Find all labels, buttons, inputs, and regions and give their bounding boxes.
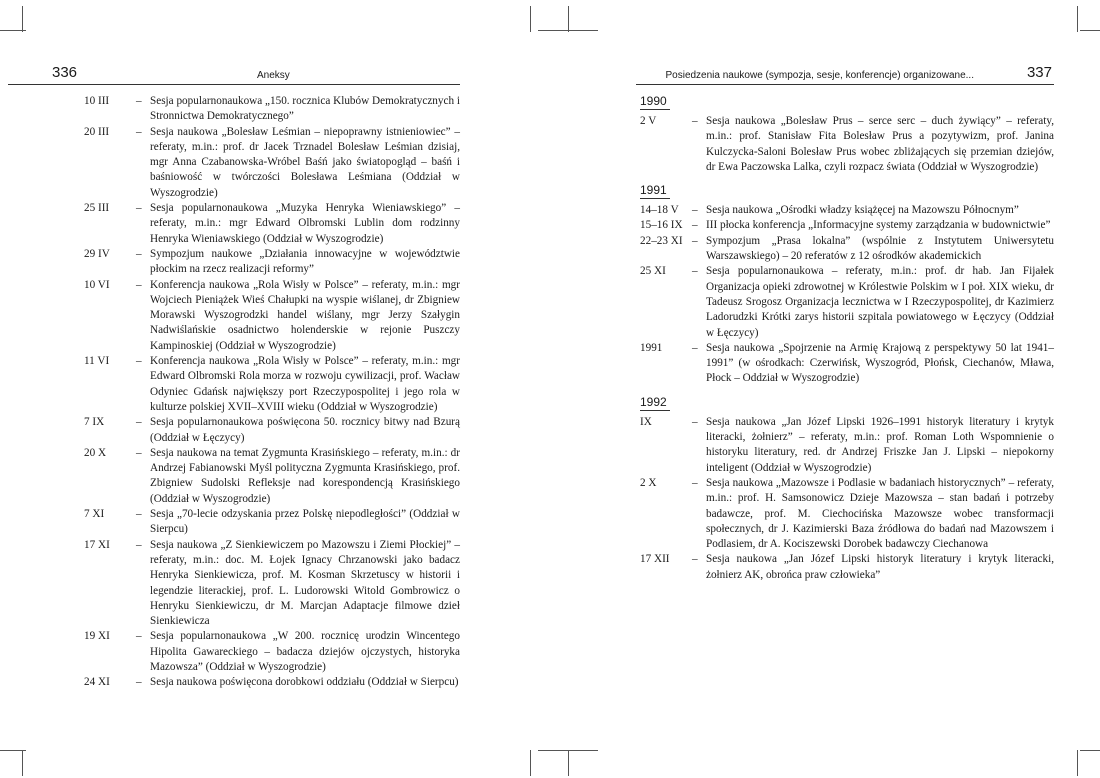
entry-date: 7 IX [84,416,105,429]
entry-dash: – [692,341,698,354]
entry-date: 10 VI [84,278,110,291]
entry-description: Sesja naukowa „Bolesław Prus – serce serc – duch żywiący” – referaty, m.in.: prof. Stanisław Fita Bolesław Prus a pozytywizm, prof. Janina Kulczycka-Saloni Bolesław Prus wobec zbliżających się przemian dziejów, dr Ewa Paczowska Lalka, czyli rozpacz świata (Oddział w Wyszogrodzie) [706,115,1054,173]
year-section [640,94,1054,175]
crop-mark [1077,6,1078,32]
entry-description: Sesja naukowa poświęcona dorobkowi oddziału (Oddział w Sierpcu) [150,676,459,689]
entry-dash: – [136,676,142,689]
entry-description: Sesja popularnonaukowa poświęcona 50. rocznicy bitwy nad Bzurą (Oddział w Łęczycy) [150,416,460,444]
running-head [636,60,1054,85]
entry-dash: – [136,630,142,643]
year-heading: 1992 [640,395,670,411]
entry-description: Konferencja naukowa „Rola Wisły w Polsce” – referaty, m.in.: mgr Wojciech Pieniążek Wieś Chałupki na wyspie wiślanej, dr Zbigniew Morawski Wyszogrodzki handel wiślany, mgr Jerzy Szałygin Nadwiślańskie osadnictwo holenderskie w rejonie Puszczy Kampinoskiej (Oddział w Wyszogrodzie) [150,278,460,352]
year-heading: 1990 [640,94,670,110]
entry-description: Sympozjum naukowe „Działania innowacyjne w województwie płockim na rzecz realizacji reformy” [150,247,460,276]
entry-date: 7 XI [84,508,105,521]
entry-date: 17 XII [640,553,670,566]
crop-mark [568,6,569,32]
entry-date: 25 XI [640,265,666,278]
entry-description: Konferencja naukowa „Rola Wisły w Polsce” – referaty, m.in.: mgr Edward Olbromski Rola morza w rozwoju cywilizacji, prof. Wacław Odyniec Gdańsk największy port Rzeczypospolitej i jego rola w kulturze polskiej XVII–XVIII wieku (Oddział w Wyszogrodzie) [150,355,460,413]
entry-description: Sesja naukowa „Bolesław Leśmian – niepoprawny istnieniowiec” – referaty, m.in.: prof. dr Jacek Trznadel Bolesław Leśmian dzisiaj, mgr Anna Czabanowska-Wróbel Baśń jako światopogląd – baśń i baśniowość w twórczości Bolesława Leśmiana (Oddział w Wyszogrodzie) [150,125,460,199]
entry-dash: – [136,355,142,368]
list-item [84,125,460,201]
crop-mark [1080,30,1100,31]
crop-mark [22,750,23,776]
entry-description: Sesja naukowa na temat Zygmunta Krasińskiego – referaty, m.in.: dr Andrzej Fabianowski Myśl polityczna Zygmunta Krasińskiego, prof. Zbigniew Sudolski Refleksje nad korespondencją Krasińskiego (Oddział w Wyszogrodzie) [150,446,460,505]
year-heading: 1991 [640,183,670,199]
entry-dash: – [692,204,698,217]
list-item [640,552,1054,583]
entry-description: Sesja naukowa „Spojrzenie na Armię Krajową z perspektywy 50 lat 1941–1991” (w ośrodkach: Czerwińsk, Wyszogród, Płońsk, Ciechanów, Mława, Płock – Oddział w Wyszogrodzie) [706,341,1054,385]
list-item [84,538,460,630]
crop-mark [530,6,531,32]
list-item [640,264,1054,340]
list-item [84,629,460,675]
crop-mark [538,30,598,31]
left-page [8,60,460,689]
list-item [84,247,460,278]
entry-date: 14–18 V [640,204,679,217]
crop-mark [22,6,23,32]
list-item [640,476,1054,552]
list-item [84,354,460,415]
entry-date: IX [640,415,652,428]
crop-mark [0,750,26,751]
entry-dash: – [136,247,142,260]
entry-date: 22–23 XI [640,234,683,247]
right-page [636,60,1054,581]
entry-date: 15–16 IX [640,219,683,232]
entry-dash: – [692,265,698,278]
entry-dash: – [136,202,142,215]
entry-date: 11 VI [84,355,110,368]
list-item [84,94,460,125]
entry-date: 25 III [84,202,110,215]
running-head [8,60,460,85]
list-item [84,278,460,354]
entry-description: Sesja naukowa „Jan Józef Lipski historyk literatury i krytyk literacki, żołnierz AK, obrońca praw człowieka” [706,553,1054,581]
list-item [640,114,1054,175]
list-item [640,218,1054,233]
crop-mark [568,750,569,776]
page-number: 336 [52,64,78,81]
entry-dash: – [136,538,142,551]
year-section [640,183,1054,387]
list-item [84,507,460,538]
entry-dash: – [136,125,142,138]
crop-mark [1080,750,1100,751]
entry-list [640,94,1054,591]
entry-description: Sesja popularnonaukowa – referaty, m.in.: prof. dr hab. Jan Fijałek Organizacja opieki zdrowotnej w Królestwie Polskim w I poł. XIX wieku, dr Tadeusz Srogosz Organizacja lecznictwa w I Rzeczypospolitej, dr Kazimierz Ladorudzki Krótki zarys historii szpitala powiatowego w Łęczycy (Oddział w Łęczycy) [706,265,1054,339]
entry-description: Sesja „70-lecie odzyskania przez Polskę niepodległości” (Oddział w Sierpcu) [150,508,460,536]
entry-date: 24 XI [84,676,110,689]
running-title: Posiedzenia naukowe (sympozja, sesje, konferencje) organizowane... [665,70,974,81]
entry-dash: – [136,446,142,459]
entry-date: 19 XI [84,630,110,643]
entry-description: Sesja popularnonaukowa „Muzyka Henryka Wieniawskiego” – referaty, m.in.: mgr Edward Olbromski Lublin dom rodzinny Henryka Wieniawskiego (Oddział w Wyszogrodzie) [150,202,460,245]
list-item [84,201,460,247]
entry-dash: – [692,553,698,566]
entry-description: Sesja naukowa „Mazowsze i Podlasie w badaniach historycznych” – referaty, m.in.: prof. H. Samsonowicz Dzieje Mazowsza – stan badań i potrzeby badawcze, prof. M. Ciechocińska Mazowsze wobec transformacji społecznych, dr J. Kazimierski Baza źródłowa do badań nad Mazowszem i Podlasiem, dr A. Kociszewski Dorobek badawczy Ciechanowa [706,476,1054,551]
entry-date: 29 IV [84,247,110,260]
entry-description: Sympozjum „Prasa lokalna” (wspólnie z Instytutem Uniwersytetu Warszawskiego) – 20 referatów z 12 ośrodków akademickich [706,234,1054,263]
list-item [84,675,460,690]
entry-dash: – [136,95,142,107]
entry-description: Sesja popularnonaukowa „W 200. rocznicę urodzin Wincentego Hipolita Gawareckiego – badacza dziejów ojczystych, historyka Mazowsza” (Oddział w Wyszogrodzie) [150,630,460,673]
entry-dash: – [136,416,142,429]
list-item [640,341,1054,387]
entry-dash: – [692,415,698,428]
entry-date: 20 X [84,446,107,459]
entry-dash: – [692,115,698,127]
entry-date: 2 X [640,476,657,489]
list-item [640,203,1054,218]
entry-dash: – [692,234,698,247]
entry-date: 2 V [640,115,657,127]
entry-description: Sesja popularnonaukowa „150. rocznica Klubów Demokratycznych i Stronnictwa Demokratycznego” [150,95,460,123]
list-item [84,415,460,446]
entry-dash: – [692,219,698,232]
list-item [640,415,1054,476]
entry-dash: – [136,508,142,521]
list-item [84,446,460,507]
entry-description: Sesja naukowa „Jan Józef Lipski 1926–1991 historyk literatury i krytyk literacki, żołnierz” – referaty, m.in.: prof. Roman Loth Wspomnienie o historyku literatury, red. dr Andrzej Friszke Jan J. Lipski – niepokorny inteligent (Oddział w Wyszogrodzie) [706,415,1054,474]
entry-dash: – [692,476,698,489]
running-title: Aneksy [257,70,290,81]
entry-description: Sesja naukowa „Z Sienkiewiczem po Mazowszu i Ziemi Płockiej” – referaty, m.in.: doc. M. Łojek Ignacy Chrzanowski jako badacz Henryka Sienkiewicza, prof. M. Kosman Skrzetuscy w historii i legendzie literackiej, prof. L. Ludorowski Witold Gombrowicz o Henryku Sienkiewiczu, dr M. Marcjan Adaptacje filmowe dzieł Sienkiewicza [150,538,460,628]
entry-date: 1991 [640,341,663,354]
crop-mark [0,30,26,31]
entry-list [84,94,460,691]
year-section [640,395,1054,583]
entry-date: 20 III [84,125,110,138]
crop-mark [530,750,531,776]
entry-dash: – [136,278,142,291]
list-item [640,234,1054,265]
crop-mark [1077,750,1078,776]
entry-description: Sesja naukowa „Ośrodki władzy książęcej na Mazowszu Północnym” [706,204,1019,217]
entry-date: 10 III [84,95,110,107]
entry-description: III płocka konferencja „Informacyjne systemy zarządzania w budownictwie” [706,219,1051,232]
entry-date: 17 XI [84,538,110,551]
page-number: 337 [1026,64,1052,81]
